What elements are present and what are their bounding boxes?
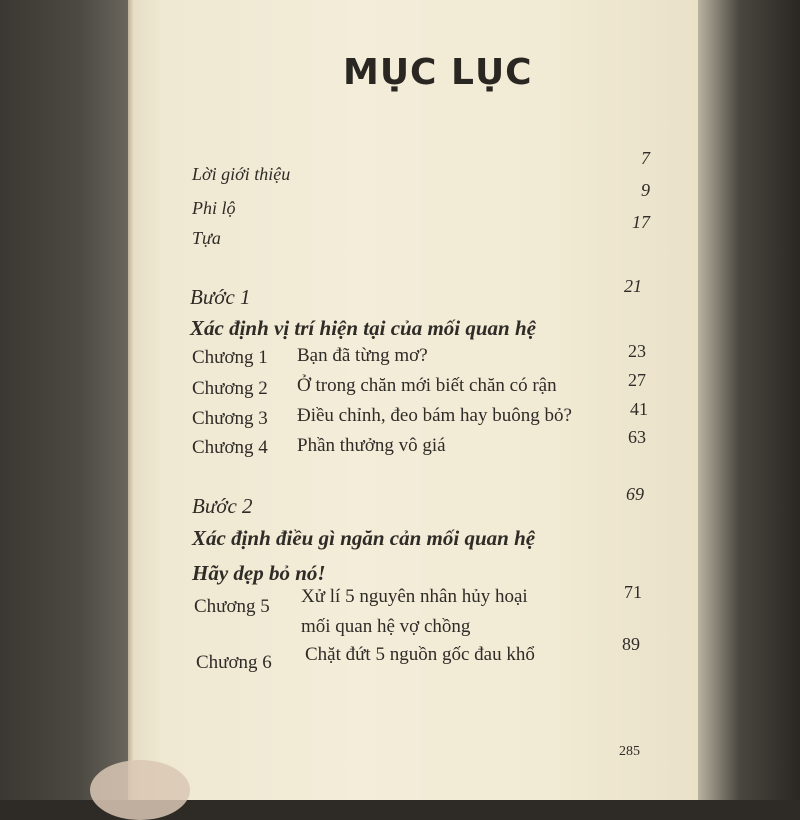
- step-label: Bước 2: [192, 494, 253, 518]
- chapter-page: 89: [622, 634, 640, 654]
- chapter-page: 27: [628, 370, 646, 390]
- toc-entry-label: Tựa: [192, 228, 221, 248]
- toc-entry-label: Phi lộ: [192, 198, 236, 218]
- background-left: [0, 0, 130, 800]
- chapter-title: Bạn đã từng mơ?: [297, 345, 428, 366]
- thumb: [90, 760, 190, 820]
- chapter-title: mối quan hệ vợ chồng: [301, 616, 471, 637]
- page-title: MỤC LỤC: [343, 52, 533, 93]
- chapter-page: 71: [624, 582, 642, 602]
- step-heading: Xác định điều gì ngăn cản mối quan hệ: [192, 526, 536, 550]
- chapter-page: 23: [628, 341, 646, 361]
- chapter-title: Phần thưởng vô giá: [297, 435, 446, 456]
- chapter-number: Chương 5: [194, 596, 270, 617]
- step-heading: Xác định vị trí hiện tại của mối quan hệ: [190, 316, 536, 340]
- chapter-number: Chương 6: [196, 652, 272, 673]
- chapter-page: 63: [628, 427, 646, 447]
- toc-entry-page: 9: [641, 180, 650, 200]
- chapter-number: Chương 3: [192, 408, 268, 429]
- page-number: 285: [619, 744, 640, 759]
- chapter-number: Chương 2: [192, 378, 268, 399]
- toc-entry-label: Lời giới thiệu: [192, 164, 291, 184]
- toc-entry-page: 17: [632, 212, 650, 232]
- chapter-title: Chặt đứt 5 nguồn gốc đau khổ: [305, 644, 535, 665]
- step-label: Bước 1: [190, 285, 251, 309]
- step-page: 21: [624, 276, 642, 296]
- toc-entry-page: 7: [641, 148, 650, 168]
- page-gutter: [128, 0, 134, 800]
- chapter-title: Ở trong chăn mới biết chăn có rận: [297, 375, 557, 396]
- background-right: [690, 0, 800, 800]
- chapter-number: Chương 1: [192, 347, 268, 368]
- chapter-title: Điều chỉnh, đeo bám hay buông bỏ?: [297, 405, 572, 426]
- chapter-page: 41: [630, 399, 648, 419]
- chapter-number: Chương 4: [192, 437, 268, 458]
- step-heading: Hãy dẹp bỏ nó!: [192, 561, 326, 585]
- chapter-title: Xử lí 5 nguyên nhân hủy hoại: [301, 586, 528, 607]
- step-page: 69: [626, 484, 644, 504]
